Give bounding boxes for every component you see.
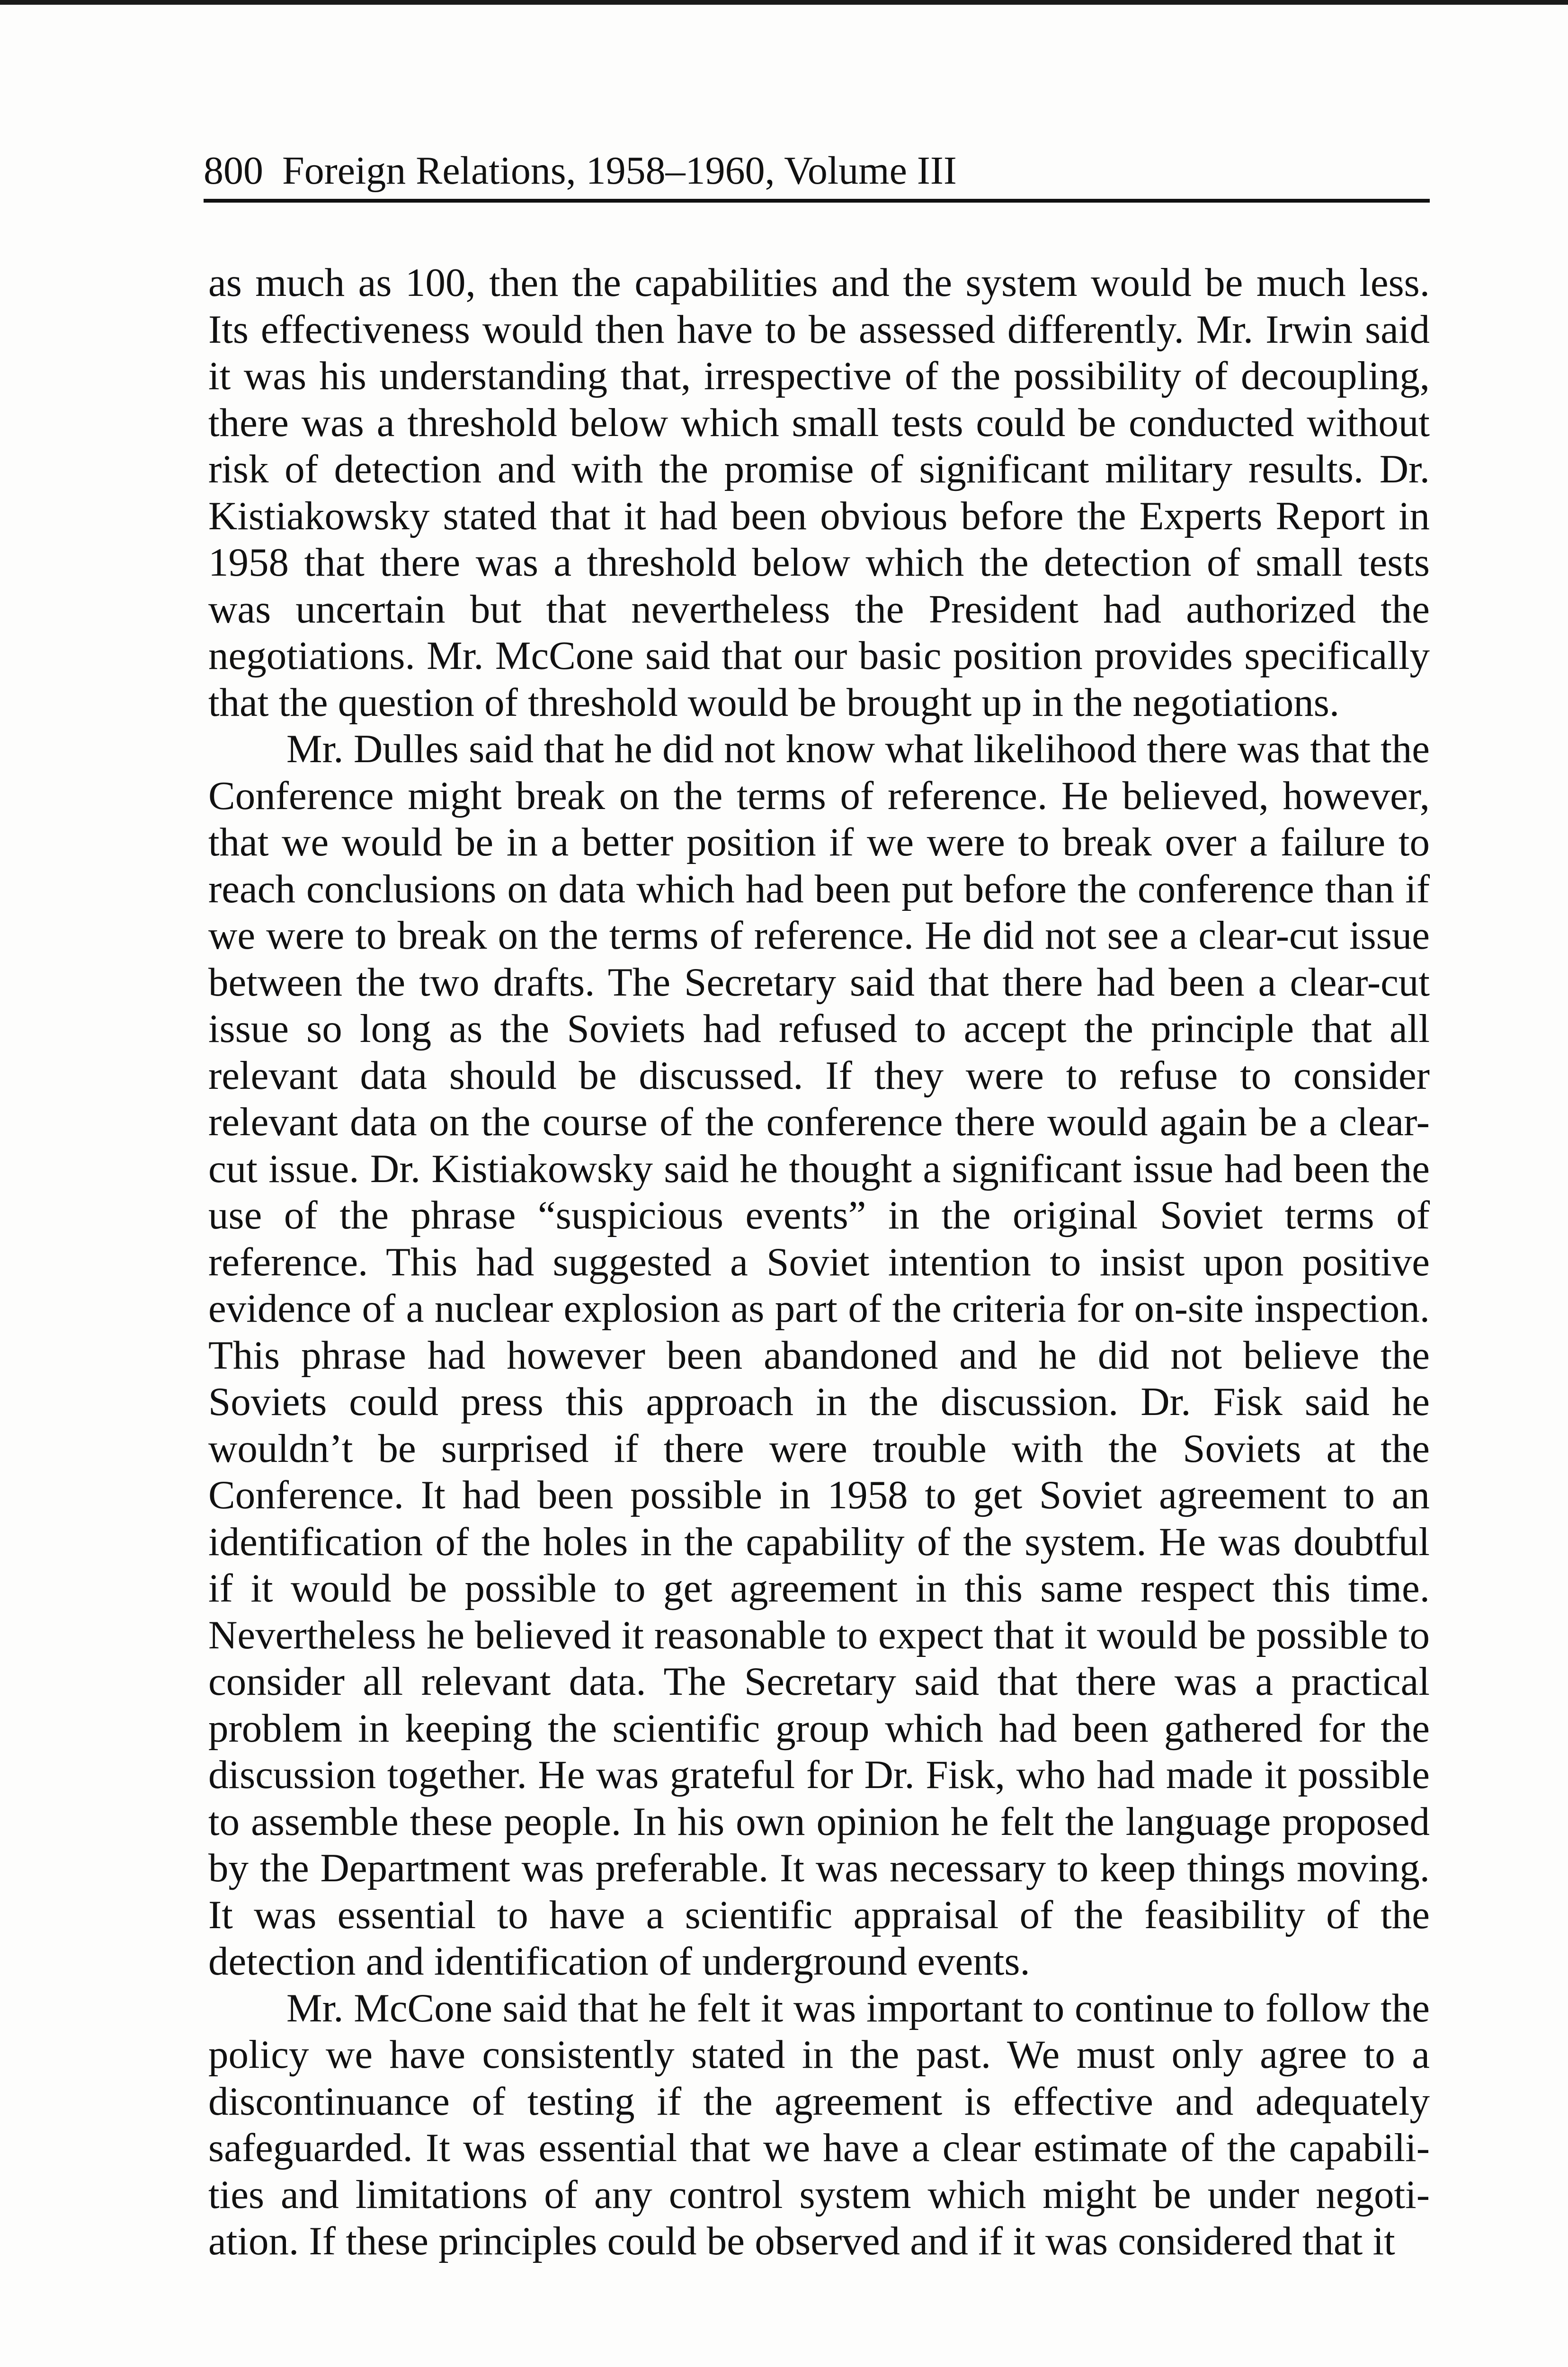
paragraph: as much as 100, then the capabilities and the system would be much less. Its effectiveness would then have to be assessed differently. Mr. Irwin said it was his understanding that, irrespective of the possibility of decoupling, there was a threshold below which small tests could be conducted without risk of detection and with the promise of significant military results. Dr. Kistiakowsky stated that it had been obvious before the Experts Report in 1958 that there was a threshold below which the detection of small tests was uncertain but that nevertheless the President had authorized the negotiations. Mr. McCone said that our basic position provides specifically that the question of threshold would be brought up in the negotiations. xyxy=(208,260,1430,725)
running-head xyxy=(204,143,1430,203)
paragraph: Mr. Dulles said that he did not know what likelihood there was that the Conference might break on the terms of reference. He believed, however, that we would be in a better position if we were to break over a failure to reach conclusions on data which had been put before the conference than if we were to break on the terms of reference. He did not see a clear-cut issue between the two drafts. The Secretary said that there had been a clear-cut issue so long as the Soviets had refused to accept the principle that all relevant data should be discussed. If they were to refuse to consider relevant data on the course of the conference there would again be a clear-cut issue. Dr. Kistiakowsky said he thought a significant issue had been the use of the phrase “suspicious events” in the original Soviet terms of reference. This had suggested a Soviet intention to insist upon positive evidence of a nuclear explosion as part of the criteria for on-site inspection. This phrase had however been abandoned and he did not believe the Soviets could press this approach in the discussion. Dr. Fisk said he wouldn’t be surprised if there were trouble with the Soviets at the Conference. It had been possible in 1958 to get Soviet agreement to an identification of the holes in the capability of the system. He was doubtful if it would be possible to get agreement in this same respect this time. Nevertheless he believed it reasonable to expect that it would be possible to consider all relevant data. The Secretary said that there was a practical problem in keeping the scientific group which had been gathered for the discussion together. He was grateful for Dr. Fisk, who had made it possible to assemble these people. In his own opinion he felt the language proposed by the Department was preferable. It was necessary to keep things moving. It was essential to have a scientific appraisal of the feasibility of the detection and identification of underground events. xyxy=(208,727,1430,1984)
body-text xyxy=(208,259,1430,2265)
paragraph: Mr. McCone said that he felt it was important to continue to follow the policy we have consistently stated in the past. We must only agree to a discontinuance of testing if the agreement is effective and adequately safeguarded. It was essential that we have a clear estimate of the capabilities and limitations of any control system which might be under negotiation. If these principles could be observed and if it was considered that it xyxy=(208,1985,1430,2263)
scan-top-edge xyxy=(0,0,1568,5)
page-number: 800 xyxy=(204,149,263,193)
running-title: Foreign Relations, 1958–1960, Volume III xyxy=(282,149,957,193)
